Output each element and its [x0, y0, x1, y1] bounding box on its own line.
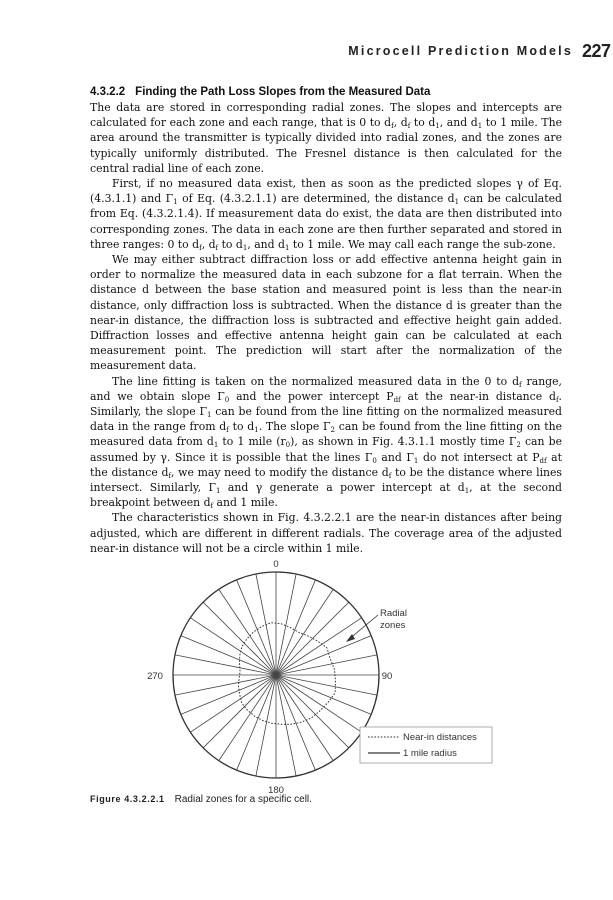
- paragraph: We may either subtract diffraction loss or add effective antenna height gain in order to normalize the measured data in each subzone for a flat terrain. When the distance d between the base station and measured point is less than the near-in distance, only diffraction loss is subtracted. When the distance d is greater than the near-in distance, the diffraction loss is subtracted and effective height gain added. Diffraction losses and effective antenna height gain can be calculated at each measurement point. The prediction will start after the normalization of the measurement data.: [90, 253, 562, 373]
- annotation-zones: zones: [380, 620, 406, 631]
- radial-zones-figure: [90, 555, 610, 800]
- radial-line: [276, 602, 349, 675]
- radial-line: [203, 675, 276, 748]
- section-heading: [90, 86, 440, 98]
- figure-caption: [90, 794, 312, 805]
- legend-near-in: Near-in distances: [403, 732, 477, 743]
- section-number: 4.3.2.2: [90, 86, 126, 98]
- angle-label-270: 270: [147, 671, 163, 682]
- section-title: Finding the Path Loss Slopes from the Measured Data: [135, 86, 431, 98]
- paragraph: The data are stored in corresponding radial zones. The slopes and intercepts are calculated for each zone and each range, that is 0 to $d_f$, $d_f$ to $d_1$, and $d_1$ to 1 mile. The area around the transmitter is typically divided into radial zones, and the zones are typically uniformly distributed. The Fresnel distance is then calculated for the central radial line of each zone.: [90, 101, 562, 175]
- polar-diagram: [90, 555, 610, 800]
- annotation-radial: Radial: [380, 608, 407, 619]
- legend-radius: 1 mile radius: [403, 748, 457, 759]
- paragraph: The line fitting is taken on the normalized measured data in the 0 to $d_f$ range, and we obtain slope $\Gamma_0$ and the power intercept $P_{df}$ at the near-in distance $d_f$. Similarly, the slope $\Gamma_1$ can be found from the line fitting on the normalized measured data in the range from $d_f$ to $d_1$. The slope $\Gamma_2$ can be found from the line fitting on the measured data from $d_1$ to 1 mile $(r_0)$, as shown in Fig. 4.3.1.1 mostly time $\Gamma_2$ can be assumed by γ. Since it is possible that the lines $\Gamma_0$ and $\Gamma_1$ do not intersect at $P_{df}$ at the distance $d_f$, we may need to modify the distance $d_f$ to be the distance where lines intersect. Similarly, $\Gamma_1$ and γ generate a power intercept at $d_1$, at the second breakpoint between $d_f$ and 1 mile.: [90, 374, 562, 511]
- caption-label: Figure 4.3.2.2.1: [90, 794, 165, 804]
- paragraph: The characteristics shown in Fig. 4.3.2.2.1 are the near-in distances after being adjusted, which are different in different radials. The coverage area of the adjusted near-in distance will not be a circle within 1 mile.: [90, 511, 562, 555]
- radial-line: [276, 675, 349, 748]
- angle-label-0: 0: [273, 559, 279, 570]
- angle-label-180: 180: [268, 785, 284, 796]
- radial-lines: [173, 572, 379, 778]
- running-head: Microcell Prediction Models: [348, 44, 573, 58]
- body-text: [90, 100, 562, 556]
- caption-text: Radial zones for a specific cell.: [174, 794, 312, 805]
- angle-label-90: 90: [381, 671, 393, 682]
- page-number: 227: [582, 41, 611, 61]
- paragraph: First, if no measured data exist, then as soon as the predicted slopes γ of Eq. (4.3.1.1) and $\Gamma_1$ of Eq. (4.3.2.1.1) are determined, the distance $d_1$ can be calculated from Eq. (4.3.2.1.4). If measurement data do exist, the data are then distributed into corresponding zones. The data in each zone are then further separated and stored in three ranges: 0 to $d_f$, $d_f$ to $d_1$, and $d_1$ to 1 mile. We may call each range the sub-zone.: [90, 177, 562, 252]
